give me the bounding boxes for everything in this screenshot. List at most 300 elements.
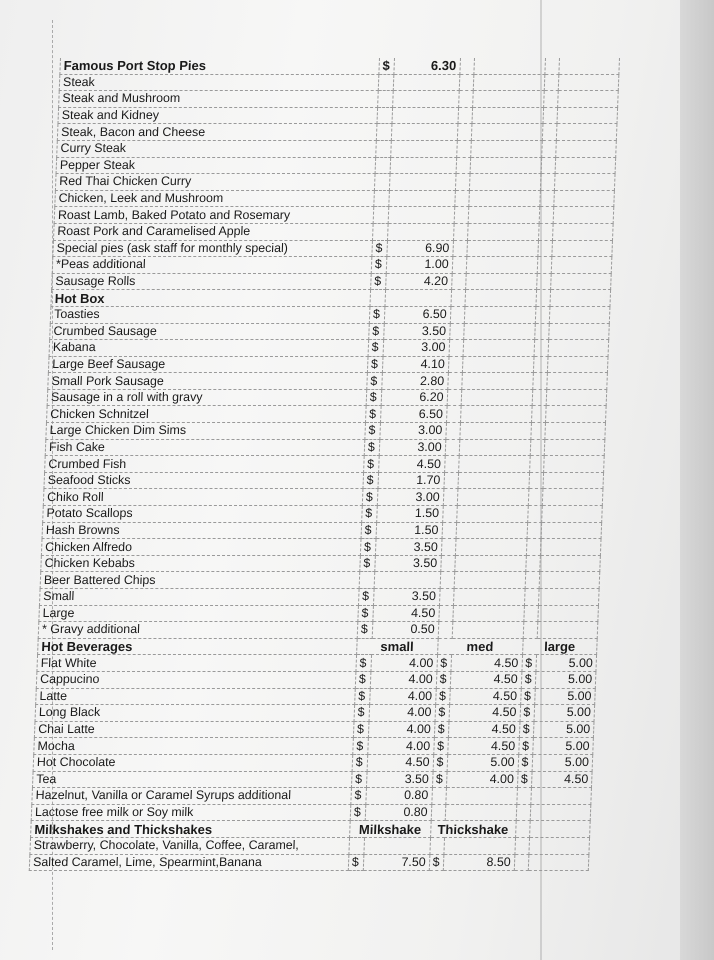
empty-cell <box>530 439 546 456</box>
empty-cell <box>540 572 600 589</box>
empty-cell <box>453 605 524 622</box>
item-name: * Gravy additional <box>38 622 357 639</box>
empty-cell <box>544 58 559 74</box>
item-name: Hot Chocolate <box>33 754 352 771</box>
price-value: 1.50 <box>376 506 443 523</box>
empty-cell <box>464 323 535 340</box>
price-value: 5.00 <box>535 688 595 705</box>
size-heading: large <box>522 638 597 655</box>
empty-cell <box>554 207 614 224</box>
item-name: Chicken Schnitzel <box>46 406 365 423</box>
dollar-sign: $ <box>358 605 374 622</box>
price-value: 5.00 <box>533 738 593 755</box>
empty-cell <box>456 522 527 539</box>
dollar-sign: $ <box>354 688 370 705</box>
price-value: 4.00 <box>371 655 438 672</box>
empty-cell <box>392 91 459 108</box>
empty-cell <box>459 456 530 473</box>
background-edge <box>680 0 714 960</box>
empty-cell <box>468 223 539 240</box>
empty-cell <box>556 157 616 174</box>
empty-cell <box>449 340 465 357</box>
menu-row <box>40 572 600 589</box>
empty-cell <box>460 439 531 456</box>
empty-cell <box>526 539 542 556</box>
empty-cell <box>375 157 391 174</box>
menu-row <box>45 439 605 456</box>
empty-cell <box>459 58 474 74</box>
dollar-sign: $ <box>520 688 536 705</box>
empty-cell <box>374 572 441 589</box>
dollar-sign: $ <box>361 506 377 523</box>
item-name: Chicken Kebabs <box>41 555 360 572</box>
section-title: Milkshakes and Thickshakes <box>31 821 350 838</box>
menu-row <box>47 389 607 406</box>
dollar-sign: $ <box>367 373 383 390</box>
item-name: Chiko Roll <box>43 489 362 506</box>
size-heading: Thickshake <box>430 821 516 838</box>
empty-cell <box>527 522 543 539</box>
dollar-sign: $ <box>436 671 452 688</box>
empty-cell <box>552 257 612 274</box>
dollar-sign: $ <box>435 688 451 705</box>
empty-cell <box>523 622 539 639</box>
item-name: Small <box>39 589 358 606</box>
dollar-sign: $ <box>520 705 536 722</box>
empty-cell <box>541 140 557 157</box>
price-value: 3.50 <box>373 589 440 606</box>
empty-cell <box>372 223 388 240</box>
empty-cell <box>451 273 467 290</box>
empty-cell <box>559 58 619 74</box>
section-header <box>51 290 611 307</box>
empty-cell <box>457 506 528 523</box>
empty-cell <box>543 91 559 108</box>
menu-row <box>39 605 599 622</box>
menu-row <box>46 406 606 423</box>
menu-row <box>52 273 612 290</box>
menu-row <box>46 423 606 440</box>
dollar-sign: $ <box>518 738 534 755</box>
empty-cell <box>448 356 464 373</box>
empty-cell <box>376 140 392 157</box>
empty-cell <box>534 323 550 340</box>
menu-row <box>59 74 619 91</box>
price-value: 4.50 <box>449 705 520 722</box>
empty-cell <box>514 837 530 854</box>
empty-cell <box>388 190 455 207</box>
menu-row <box>34 738 594 755</box>
dollar-sign: $ <box>518 754 534 771</box>
empty-cell <box>539 589 599 606</box>
empty-cell <box>446 406 462 423</box>
empty-cell <box>463 356 534 373</box>
empty-cell <box>470 174 541 191</box>
empty-cell <box>450 306 466 323</box>
empty-cell <box>458 107 474 124</box>
empty-cell <box>452 240 468 257</box>
empty-cell <box>528 489 544 506</box>
price-value: 3.50 <box>383 323 450 340</box>
dollar-sign: $ <box>433 754 449 771</box>
empty-cell <box>536 290 552 307</box>
empty-cell <box>456 539 527 556</box>
empty-cell <box>545 439 605 456</box>
empty-cell <box>393 74 460 91</box>
dollar-sign: $ <box>432 771 448 788</box>
price-value: 4.00 <box>367 738 434 755</box>
dollar-sign: $ <box>522 655 538 672</box>
empty-cell <box>474 58 545 74</box>
menu-row <box>36 671 596 688</box>
empty-cell <box>469 190 540 207</box>
empty-cell <box>547 373 607 390</box>
empty-cell <box>544 74 560 91</box>
empty-cell <box>429 837 445 854</box>
empty-cell <box>515 821 531 838</box>
item-name: Hash Browns <box>42 522 361 539</box>
price-value: 5.00 <box>448 754 519 771</box>
item-name: Sausage Rolls <box>52 273 371 290</box>
empty-cell <box>546 406 606 423</box>
menu-table <box>29 58 620 871</box>
empty-cell <box>453 223 469 240</box>
price-value: 4.00 <box>369 688 436 705</box>
empty-cell <box>470 157 541 174</box>
empty-cell <box>378 74 394 91</box>
menu-row <box>36 688 596 705</box>
empty-cell <box>457 124 473 141</box>
dollar-sign: $ <box>348 854 364 871</box>
price-value: 5.00 <box>536 655 596 672</box>
item-name: Salted Caramel, Lime, Spearmint,Banana <box>29 854 348 871</box>
empty-cell <box>391 124 458 141</box>
size-heading: Milkshake <box>349 821 430 838</box>
empty-cell <box>439 589 455 606</box>
price-value: 3.50 <box>375 539 442 556</box>
empty-cell <box>529 456 545 473</box>
dollar-sign: $ <box>366 389 382 406</box>
empty-cell <box>541 522 601 539</box>
empty-cell <box>458 91 474 108</box>
dollar-sign: $ <box>368 323 384 340</box>
price-value: 1.00 <box>386 257 453 274</box>
price-value: 1.70 <box>378 472 445 489</box>
item-name: Long Black <box>35 705 354 722</box>
item-name: Potato Scallops <box>43 506 362 523</box>
empty-cell <box>530 821 590 838</box>
empty-cell <box>552 240 612 257</box>
menu-row <box>32 771 592 788</box>
section-header <box>31 821 591 838</box>
menu-row <box>44 472 604 489</box>
empty-cell <box>465 306 536 323</box>
item-name: Toasties <box>50 306 369 323</box>
menu-row <box>43 489 603 506</box>
menu-row <box>32 788 592 805</box>
empty-cell <box>390 157 457 174</box>
dollar-sign: $ <box>360 539 376 556</box>
item-name: Small Pork Sausage <box>48 373 367 390</box>
dollar-sign: $ <box>517 771 533 788</box>
price-value: 3.50 <box>366 771 433 788</box>
section-header <box>38 638 598 655</box>
price-value: 3.00 <box>379 439 446 456</box>
empty-cell <box>535 306 551 323</box>
item-name: Chai Latte <box>34 721 353 738</box>
dollar-sign: $ <box>356 655 372 672</box>
dollar-sign: $ <box>368 340 384 357</box>
empty-cell <box>456 140 472 157</box>
empty-cell <box>550 306 610 323</box>
empty-cell <box>555 174 615 191</box>
price-value: 0.50 <box>372 622 439 639</box>
price-value: 4.00 <box>447 771 518 788</box>
menu-row <box>31 804 591 821</box>
price-value: 4.10 <box>382 356 449 373</box>
dollar-sign: $ <box>363 472 379 489</box>
item-name: Special pies (ask staff for monthly special) <box>53 240 372 257</box>
empty-cell <box>446 788 517 805</box>
item-name: Large <box>39 605 358 622</box>
empty-cell <box>461 406 532 423</box>
dollar-sign: $ <box>436 655 452 672</box>
empty-cell <box>445 423 461 440</box>
menu-row <box>33 754 593 771</box>
empty-cell <box>554 190 614 207</box>
menu-row <box>53 240 613 257</box>
empty-cell <box>472 124 543 141</box>
empty-cell <box>549 323 609 340</box>
empty-cell <box>514 854 530 871</box>
empty-cell <box>542 124 558 141</box>
empty-cell <box>458 472 529 489</box>
menu-row <box>48 373 608 390</box>
menu-row <box>55 174 615 191</box>
empty-cell <box>532 373 548 390</box>
section-title: Famous Port Stop Pies <box>60 58 379 74</box>
empty-cell <box>438 622 454 639</box>
empty-cell <box>451 290 467 307</box>
dollar-sign: $ <box>433 738 449 755</box>
item-name: Curry Steak <box>57 140 376 157</box>
empty-cell <box>541 539 601 556</box>
item-name: Red Thai Chicken Curry <box>55 174 374 191</box>
empty-cell <box>529 472 545 489</box>
empty-cell <box>385 290 452 307</box>
menu-row <box>43 506 603 523</box>
empty-cell <box>387 223 454 240</box>
dollar-sign: $ <box>434 721 450 738</box>
empty-cell <box>443 489 459 506</box>
empty-cell <box>541 157 557 174</box>
empty-cell <box>536 273 552 290</box>
item-name: Hazelnut, Vanilla or Caramel Syrups additional <box>32 788 351 805</box>
dollar-sign: $ <box>369 306 385 323</box>
price-value: 5.00 <box>534 705 594 722</box>
price-value: 4.50 <box>451 655 522 672</box>
empty-cell <box>529 837 589 854</box>
empty-cell <box>557 124 617 141</box>
dollar-sign: $ <box>365 406 381 423</box>
empty-cell <box>529 854 589 871</box>
menu-row <box>54 223 614 240</box>
dollar-sign: $ <box>358 589 374 606</box>
dollar-sign: $ <box>435 705 451 722</box>
empty-cell <box>452 257 468 274</box>
empty-cell <box>444 472 460 489</box>
item-name: Seafood Sticks <box>44 472 363 489</box>
empty-cell <box>431 804 447 821</box>
menu-row <box>57 140 617 157</box>
menu-row <box>59 91 619 108</box>
price-value: 4.00 <box>369 705 436 722</box>
item-name: Crumbed Fish <box>45 456 364 473</box>
empty-cell <box>388 207 455 224</box>
item-name: Lactose free milk or Soy milk <box>31 804 350 821</box>
empty-cell <box>445 439 461 456</box>
menu-row <box>39 589 599 606</box>
price-value: 4.50 <box>448 738 519 755</box>
empty-cell <box>531 406 547 423</box>
price-value: 2.80 <box>381 373 448 390</box>
dollar-sign: $ <box>351 771 367 788</box>
item-name: Pepper Steak <box>56 157 375 174</box>
price-value: 4.50 <box>367 754 434 771</box>
dollar-sign: $ <box>379 58 394 74</box>
price-value: 4.50 <box>450 688 521 705</box>
item-name: Tea <box>32 771 351 788</box>
dollar-sign: $ <box>352 754 368 771</box>
empty-cell <box>460 423 531 440</box>
empty-cell <box>438 605 454 622</box>
empty-cell <box>377 107 393 124</box>
menu-row <box>57 124 617 141</box>
empty-cell <box>543 107 559 124</box>
section-header <box>60 58 620 74</box>
empty-cell <box>455 572 526 589</box>
menu-row <box>42 522 602 539</box>
empty-cell <box>525 572 541 589</box>
menu-row <box>45 456 605 473</box>
dollar-sign: $ <box>351 788 367 805</box>
price-value: 4.50 <box>449 721 520 738</box>
price-value: 3.00 <box>377 489 444 506</box>
empty-cell <box>537 240 553 257</box>
empty-cell <box>558 91 618 108</box>
empty-cell <box>455 555 526 572</box>
price-value: 5.00 <box>533 754 593 771</box>
item-name: Cappucino <box>36 671 355 688</box>
menu-row <box>34 721 594 738</box>
item-name: Roast Pork and Caramelised Apple <box>54 223 373 240</box>
item-name: Strawberry, Chocolate, Vanilla, Coffee, Caramel, <box>30 837 349 854</box>
empty-cell <box>524 589 540 606</box>
empty-cell <box>463 340 534 357</box>
empty-cell <box>538 605 598 622</box>
empty-cell <box>545 423 605 440</box>
price-value: 3.00 <box>383 340 450 357</box>
empty-cell <box>532 389 548 406</box>
item-name: Chicken Alfredo <box>41 539 360 556</box>
empty-cell <box>374 174 390 191</box>
empty-cell <box>446 804 517 821</box>
empty-cell <box>557 107 617 124</box>
price-value: 6.30 <box>394 58 460 74</box>
empty-cell <box>462 373 533 390</box>
empty-cell <box>469 207 540 224</box>
empty-cell <box>377 91 393 108</box>
empty-cell <box>458 489 529 506</box>
price-value: 6.50 <box>380 406 447 423</box>
menu-row <box>52 257 612 274</box>
item-name: Steak and Mushroom <box>59 91 378 108</box>
size-heading: med <box>437 638 523 655</box>
empty-cell <box>550 290 610 307</box>
item-name: Fish Cake <box>45 439 364 456</box>
empty-cell <box>454 207 470 224</box>
empty-cell <box>454 190 470 207</box>
price-value: 6.20 <box>381 389 448 406</box>
dollar-sign: $ <box>371 257 387 274</box>
empty-cell <box>467 240 538 257</box>
empty-cell <box>540 555 600 572</box>
price-value: 4.50 <box>373 605 440 622</box>
empty-cell <box>467 257 538 274</box>
empty-cell <box>542 506 602 523</box>
empty-cell <box>431 788 447 805</box>
price-value: 4.00 <box>368 721 435 738</box>
price-value: 8.50 <box>444 854 515 871</box>
empty-cell <box>538 622 598 639</box>
dollar-sign: $ <box>355 671 371 688</box>
empty-cell <box>559 74 619 91</box>
menu-row <box>30 837 590 854</box>
empty-cell <box>548 356 608 373</box>
price-value: 5.00 <box>534 721 594 738</box>
empty-cell <box>543 472 603 489</box>
item-name: Crumbed Sausage <box>50 323 369 340</box>
empty-cell <box>465 290 536 307</box>
dollar-sign: $ <box>353 738 369 755</box>
dollar-sign: $ <box>364 439 380 456</box>
price-value: 7.50 <box>363 854 430 871</box>
empty-cell <box>455 174 471 191</box>
dollar-sign: $ <box>353 721 369 738</box>
price-value: 1.50 <box>376 522 443 539</box>
price-value: 0.80 <box>366 788 433 805</box>
dollar-sign: $ <box>372 240 388 257</box>
menu-row <box>37 655 597 672</box>
empty-cell <box>392 107 459 124</box>
size-heading: small <box>356 638 437 655</box>
dollar-sign: $ <box>365 423 381 440</box>
item-name: Kabana <box>49 340 368 357</box>
item-name: Mocha <box>34 738 353 755</box>
empty-cell <box>442 506 458 523</box>
empty-cell <box>537 257 553 274</box>
menu-row <box>41 555 601 572</box>
price-value: 4.00 <box>370 671 437 688</box>
empty-cell <box>531 804 591 821</box>
empty-cell <box>389 174 456 191</box>
dollar-sign: $ <box>362 489 378 506</box>
empty-cell <box>553 223 613 240</box>
price-value: 4.20 <box>385 273 452 290</box>
empty-cell <box>444 456 460 473</box>
empty-cell <box>473 91 544 108</box>
empty-cell <box>523 605 539 622</box>
